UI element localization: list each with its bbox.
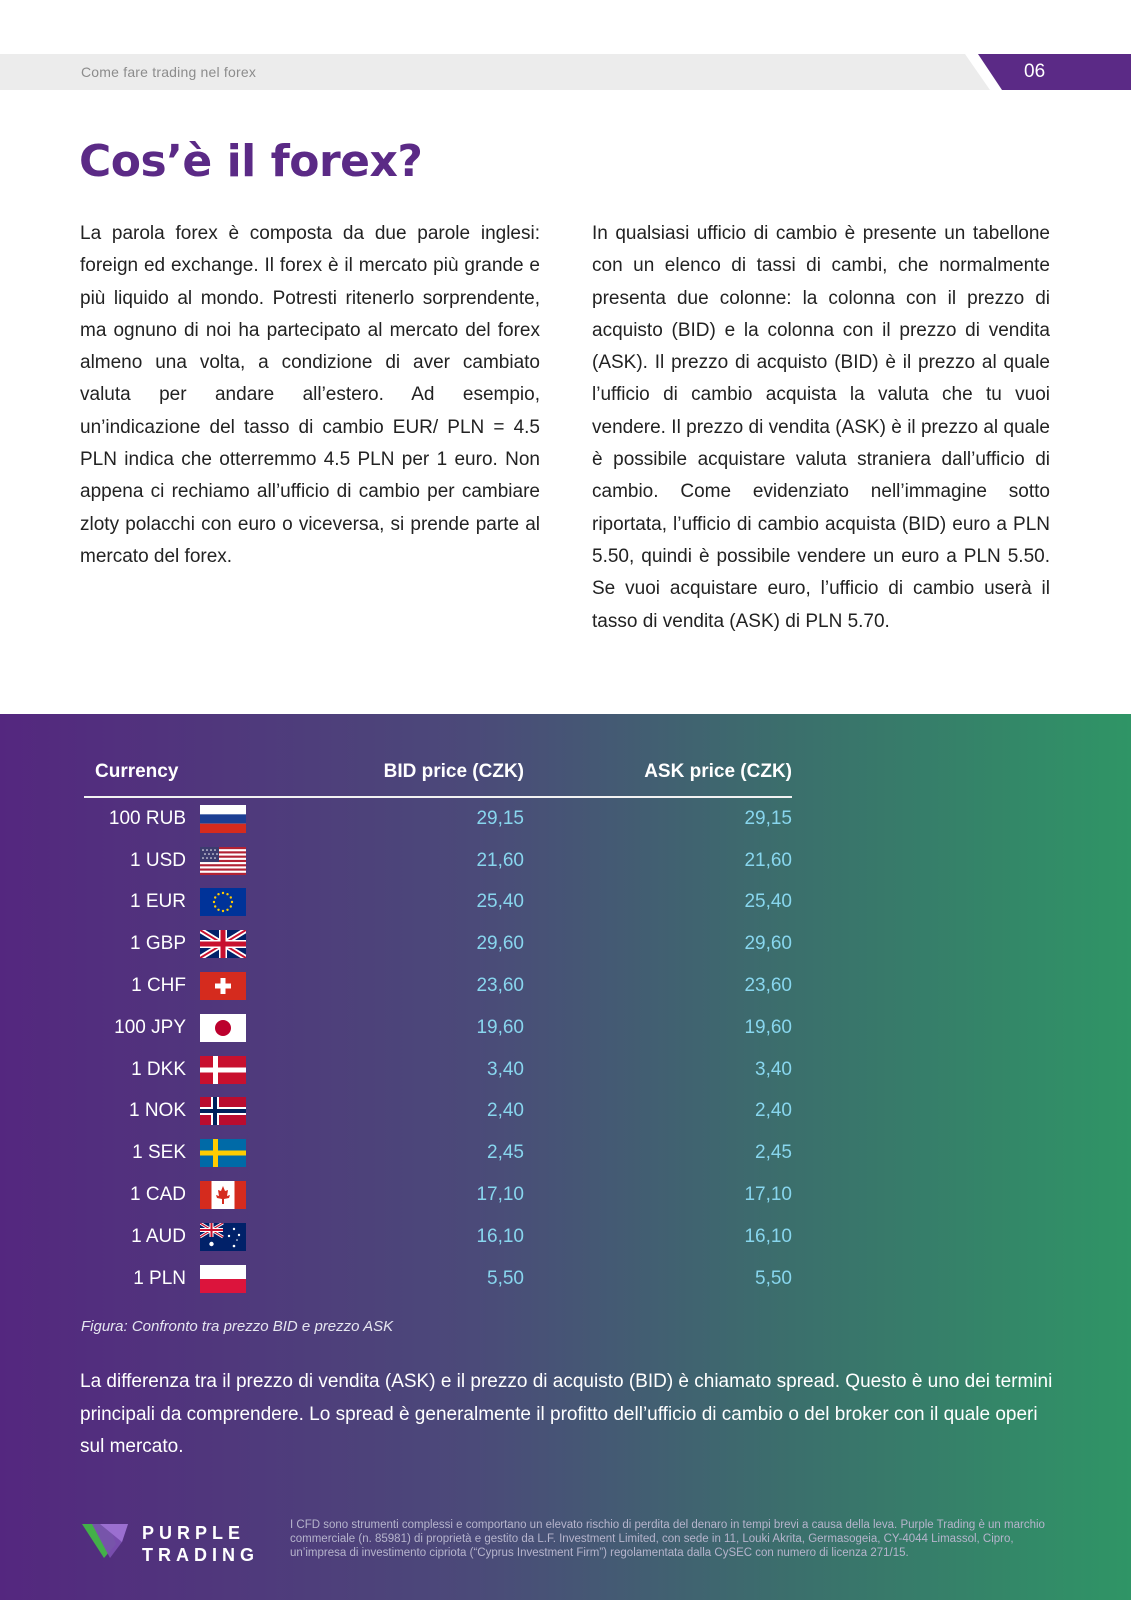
exchange-rate-table bbox=[84, 748, 792, 1300]
ask-cell: 5,50 bbox=[755, 1267, 792, 1289]
table-row bbox=[84, 1007, 792, 1049]
logo-mark-icon bbox=[82, 1522, 130, 1560]
currency-cell: 1 NOK bbox=[128, 1100, 186, 1122]
poland-flag-icon bbox=[200, 1265, 246, 1293]
table-caption: Figura: Confronto tra prezzo BID e prezzo ASK bbox=[81, 1318, 394, 1335]
bid-cell: 2,45 bbox=[487, 1142, 524, 1164]
table-row bbox=[84, 1216, 792, 1258]
ask-column-header: ASK price (CZK) bbox=[524, 748, 792, 797]
ask-cell: 21,60 bbox=[744, 849, 792, 871]
logo-text-purple: PURPLE bbox=[142, 1523, 246, 1543]
legal-disclaimer: I CFD sono strumenti complessi e comportano un elevato rischio di perdita del denaro in tempi brevi a causa della leva. Purple Trading è un marchio commerciale (n. 85981) di proprietà e gestito da L.F. Investment Limited, con sede in 11, Louki Akrita, Germasogeia, CY-4044 Limassol, Cipro, un’impresa di investimento cipriota (“Cyprus Investment Firm”) regolamentata dalla CySEC con numero di licenza 271/15. bbox=[290, 1519, 1045, 1559]
header-title: Come fare trading nel forex bbox=[81, 64, 257, 80]
table-row bbox=[84, 882, 792, 924]
currency-cell: 1 PLN bbox=[133, 1267, 186, 1289]
currency-cell: 1 DKK bbox=[131, 1058, 186, 1080]
bid-cell: 2,40 bbox=[487, 1100, 524, 1122]
ask-cell: 19,60 bbox=[744, 1016, 792, 1038]
ask-cell: 29,60 bbox=[744, 933, 792, 955]
table-header-row bbox=[84, 748, 792, 797]
ask-cell: 29,15 bbox=[744, 807, 792, 829]
switzerland-flag-icon bbox=[200, 972, 246, 1000]
table-row bbox=[84, 1174, 792, 1216]
currency-cell: 1 AUD bbox=[131, 1225, 186, 1247]
table-row bbox=[84, 1091, 792, 1133]
currency-cell: 1 USD bbox=[130, 849, 186, 871]
bid-cell: 17,10 bbox=[476, 1184, 524, 1206]
denmark-flag-icon bbox=[200, 1056, 246, 1084]
australia-flag-icon bbox=[200, 1223, 246, 1251]
table-row bbox=[84, 797, 792, 840]
intro-paragraph-left: La parola forex è composta da due parole inglesi: foreign ed exchange. Il forex è il mercato più grande e più liquido al mondo. Potresti ritenerlo sorprendente, ma ognuno di noi ha partecipato al mercato del forex almeno una volta, a condizione di aver cambiato valuta per andare all’estero. Ad esempio, un’indicazione del tasso di cambio EUR/ PLN = 4.5 PLN indica che otterremmo 4.5 PLN per 1 euro. Non appena ci rechiamo all’ufficio di cambio per cambiare zloty polacchi con euro o viceversa, si prende parte al mercato del forex. bbox=[80, 223, 540, 567]
currency-cell: 1 SEK bbox=[132, 1142, 186, 1164]
currency-column-header: Currency bbox=[84, 748, 260, 797]
russia-flag-icon bbox=[200, 805, 246, 833]
usa-flag-icon bbox=[200, 847, 246, 875]
table-row bbox=[84, 1132, 792, 1174]
canada-flag-icon bbox=[200, 1181, 246, 1209]
purple-trading-logo bbox=[82, 1518, 302, 1566]
bid-cell: 29,60 bbox=[476, 933, 524, 955]
ask-cell: 16,10 bbox=[744, 1225, 792, 1247]
bid-cell: 21,60 bbox=[476, 849, 524, 871]
currency-cell: 100 RUB bbox=[108, 807, 186, 829]
currency-cell: 1 CAD bbox=[130, 1184, 186, 1206]
ask-cell: 23,60 bbox=[744, 975, 792, 997]
logo-text-trading: TRADING bbox=[142, 1545, 259, 1565]
bid-cell: 29,15 bbox=[476, 807, 524, 829]
bid-cell: 23,60 bbox=[476, 975, 524, 997]
intro-paragraph-right: In qualsiasi ufficio di cambio è presente un tabellone con un elenco di tassi di cambi, che normalmente presenta due colonne: la colonna con il prezzo di acquisto (BID) e la colonna con il prezzo di vendita (ASK). Il prezzo di acquisto (BID) è il prezzo al quale l’ufficio di cambio acquista la valuta che tu vuoi vendere. Il prezzo di vendita (ASK) è il prezzo al quale è possibile acquistare valuta straniera dall’ufficio di cambio. Come evidenziato nell’immagine sotto riportata, l’ufficio di cambio acquista (BID) euro a PLN 5.50, quindi è possibile vendere un euro a PLN 5.50. Se vuoi acquistare euro, l’ufficio di cambio userà il tasso di vendita (ASK) di PLN 5.70. bbox=[592, 223, 1050, 632]
currency-cell: 1 CHF bbox=[131, 975, 186, 997]
bid-column-header: BID price (CZK) bbox=[260, 748, 524, 797]
ask-cell: 17,10 bbox=[744, 1184, 792, 1206]
page-number-tab bbox=[978, 54, 1131, 90]
table-row bbox=[84, 1258, 792, 1300]
norway-flag-icon bbox=[200, 1097, 246, 1125]
currency-cell: 100 JPY bbox=[114, 1016, 186, 1038]
table-row bbox=[84, 1049, 792, 1091]
sweden-flag-icon bbox=[200, 1139, 246, 1167]
bid-cell: 5,50 bbox=[487, 1267, 524, 1289]
table-row bbox=[84, 923, 792, 965]
spread-paragraph: La differenza tra il prezzo di vendita (ASK) e il prezzo di acquisto (BID) è chiamato spread. Questo è uno dei termini principali da comprendere. Lo spread è generalmente il profitto dell’ufficio di cambio o del broker con il quale operi sul mercato. bbox=[80, 1371, 1053, 1457]
currency-cell: 1 EUR bbox=[130, 891, 186, 913]
ask-cell: 3,40 bbox=[755, 1058, 792, 1080]
bid-cell: 25,40 bbox=[476, 891, 524, 913]
ask-cell: 2,40 bbox=[755, 1100, 792, 1122]
currency-cell: 1 GBP bbox=[130, 933, 186, 955]
bid-cell: 16,10 bbox=[476, 1225, 524, 1247]
ask-cell: 25,40 bbox=[744, 891, 792, 913]
page-title: Cos’è il forex? bbox=[79, 136, 423, 187]
bid-cell: 19,60 bbox=[476, 1016, 524, 1038]
uk-flag-icon bbox=[200, 930, 246, 958]
table-row bbox=[84, 965, 792, 1007]
ask-cell: 2,45 bbox=[755, 1142, 792, 1164]
japan-flag-icon bbox=[200, 1014, 246, 1042]
bid-cell: 3,40 bbox=[487, 1058, 524, 1080]
eu-flag-icon bbox=[200, 888, 246, 916]
table-row bbox=[84, 840, 792, 882]
page-number: 06 bbox=[1024, 61, 1046, 82]
